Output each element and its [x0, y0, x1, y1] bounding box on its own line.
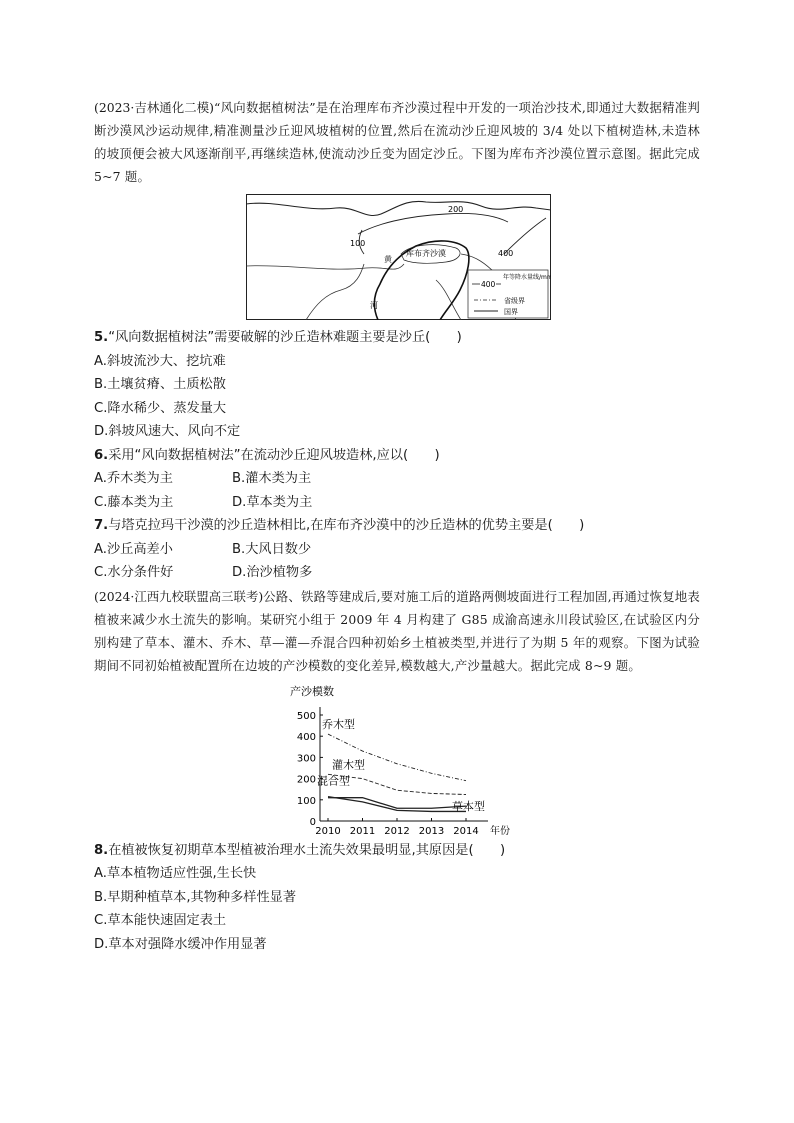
option[interactable]: A.草本植物适应性强,生长快: [94, 866, 257, 881]
option[interactable]: B.土壤贫瘠、土质松散: [94, 377, 226, 392]
chart-labels: [290, 684, 510, 835]
option[interactable]: A.沙丘高差小: [94, 541, 173, 557]
option-row: [94, 467, 700, 491]
legend-isohyet-label-text: 年等降水量线/mm: [503, 274, 551, 281]
passage-intro-2: [94, 585, 700, 677]
option[interactable]: C.降水稀少、蒸发量大: [94, 400, 227, 416]
question-7-stem: [94, 514, 700, 538]
x-axis-title: 年份: [490, 825, 510, 835]
option[interactable]: A.斜坡流沙大、挖坑难: [94, 353, 226, 369]
isohyet-400-label: 400: [498, 249, 514, 258]
y-tick-label: 500: [296, 710, 316, 722]
passage-text: “风向数据植树法”是在治理库布齐沙漠过程中开发的一项治沙技术,即通过大数据精准判断沙漠风沙运动规律,精准测量沙丘迎风坡植树的位置,然后在流动沙丘迎风坡的 3/4 处以下植树造林,未造林的坡顶便会被大风逐渐削平,再继续造林,使流动沙丘变为固定沙丘。下图为库布齐沙漠位置示意图。据此完成 5~7 题。: [94, 100, 701, 184]
option[interactable]: B.早期种植草本,其物种多样性显著: [94, 889, 297, 905]
option-row: [94, 561, 700, 585]
chart-series: [328, 734, 466, 811]
option[interactable]: C.藤本类为主: [94, 494, 174, 510]
question-text: 在植被恢复初期草本型植被治理水土流失效果最明显,其原因是( ): [108, 842, 506, 858]
option-row: [94, 491, 700, 515]
option[interactable]: D.斜坡风速大、风向不定: [94, 424, 241, 439]
y-tick-label: 100: [296, 795, 316, 807]
question-text: “风向数据植树法”需要破解的沙丘造林难题主要是沙丘( ): [108, 330, 462, 345]
option[interactable]: D.草本类为主: [232, 494, 313, 510]
legend-province-label: 省级界: [504, 297, 525, 305]
question-text: 与塔克拉玛干沙漠的沙丘造林相比,在库布齐沙漠中的沙丘造林的优势主要是( ): [108, 518, 585, 533]
x-tick-label: 2012: [384, 825, 410, 835]
option-row: [94, 538, 700, 562]
x-tick-label: 2011: [349, 825, 376, 835]
question-8-stem: [94, 839, 700, 863]
passage-intro-1: [94, 96, 700, 188]
legend-national-label: 国界: [504, 308, 518, 316]
x-tick-label: 2014: [453, 825, 479, 835]
question-number: 5.: [94, 330, 109, 345]
legend-isohyet-value: 400: [481, 280, 496, 289]
isohyet-200-label: 200: [448, 205, 464, 214]
question-number: 7.: [94, 518, 109, 533]
source-tag: (2024·江西九校联盟高三联考): [94, 588, 264, 604]
series-line-混合型: [328, 796, 466, 811]
legend-isohyet-label: [503, 273, 551, 281]
question-6-stem: [94, 444, 700, 468]
page-content: [94, 96, 700, 956]
question-number: 6.: [94, 447, 109, 463]
option[interactable]: B.灌木类为主: [232, 471, 312, 486]
option[interactable]: A.乔木类为主: [94, 471, 173, 486]
x-tick-label: 2013: [418, 825, 445, 835]
passage-text: 公路、铁路等建成后,要对施工后的道路两侧坡面进行工程加固,再通过恢复地表植被来减少水土流失的影响。某研究小组于 2009 年 4 月构建了 G85 成渝高速永川段试验区,在试验区内分别构建了草本、灌木、乔木、草—灌—乔混合四种初始乡土植被类型,并进行了为期 5 年的观察。下图为试验期间不同初始植被配置所在边坡的产沙模数的变化差异,模数越大,产沙量越大。据此完成 8~9 题。: [94, 588, 701, 673]
map-svg: [246, 194, 551, 320]
y-tick-label: 400: [296, 731, 316, 743]
option[interactable]: B.大风日数少: [232, 541, 312, 557]
chart-svg: [284, 683, 524, 835]
question-5-stem: [94, 326, 700, 350]
option[interactable]: C.草本能快速固定表土: [94, 913, 227, 928]
series-label: 乔木型: [322, 717, 355, 731]
question-number: 8.: [94, 842, 109, 858]
river-label-he: 河: [370, 301, 378, 310]
option[interactable]: C.水分条件好: [94, 565, 174, 580]
y-tick-label: 300: [296, 752, 316, 764]
kubuqi-location-map: [246, 194, 551, 320]
option[interactable]: D.草本对强降水缓冲作用显著: [94, 936, 267, 952]
source-tag: (2023·吉林通化二模): [94, 100, 215, 115]
series-label: 灌木型: [332, 757, 365, 771]
y-tick-label: 0: [309, 816, 316, 828]
series-label: 混合型: [317, 774, 350, 788]
y-tick-label: 200: [296, 774, 316, 786]
series-label: 草本型: [452, 799, 485, 813]
y-axis-title: 产沙模数: [290, 684, 334, 698]
sediment-modulus-chart: [284, 683, 524, 835]
x-tick-label: 2010: [315, 825, 341, 835]
option[interactable]: D.治沙植物多: [232, 565, 313, 580]
desert-label: 库布齐沙漠: [406, 249, 446, 258]
isohyet-100-label: 100: [350, 239, 366, 248]
river-label-huang: 黄: [384, 255, 392, 264]
question-text: 采用“风向数据植树法”在流动沙丘迎风坡造林,应以( ): [108, 447, 440, 463]
